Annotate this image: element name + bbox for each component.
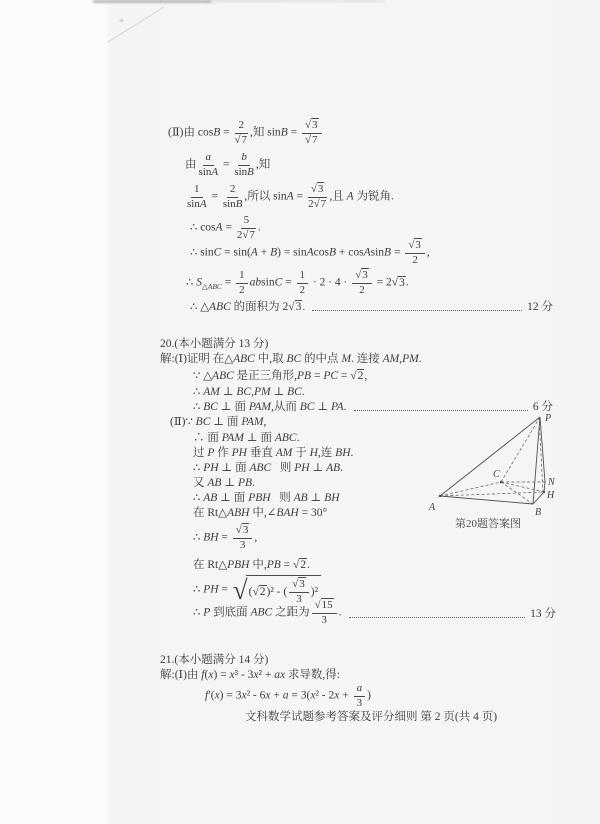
scan-smudge-light xyxy=(205,0,385,2)
math-text: ∴ $S_{\triangle ABC}$ = $\frac{1}{2}$ absinC = $\frac{1}{2}$ · 2 · 4 · $\frac{√3}{2}$ = 2√3. xyxy=(186,268,409,296)
math-text: 过 P 作 PH 垂直 AM 于 H,连 BH. xyxy=(193,447,354,459)
edge-AB xyxy=(440,496,533,504)
score-badge: 13 分 xyxy=(530,608,556,620)
math-text: ∵ △ABC 是正三角形,PB = PC = √2, xyxy=(193,370,368,382)
edge-CB xyxy=(501,482,533,504)
vertex-H-dot xyxy=(543,491,545,493)
math-text: ∴ cosA = $\frac{5}{2√7}$ . xyxy=(190,213,261,241)
math-text: ∴ BC ⊥ 面 PAM,从而 BC ⊥ PA. xyxy=(193,401,347,413)
vertex-label-H: H xyxy=(547,490,555,501)
vertex-C-dot xyxy=(500,481,502,483)
math-text: $\frac{1}{\sin A}$ = $\frac{2}{\sin B}$ ,所以 sinA = $\frac{√3}{2√7}$ ,且 A 为锐角. xyxy=(187,182,394,210)
math-text: (Ⅱ)由 cosB = $\frac{2}{√7}$ ,知 sinB = $\frac{√3}{√7}$ xyxy=(168,120,324,146)
edge-AP xyxy=(440,417,540,496)
math-text: 解:(Ⅰ)由 f(x) = x³ - 3x² + ax 求导数,得: xyxy=(160,669,341,681)
math-text: ∴ AB ⊥ 面 PBH 则 AB ⊥ BH xyxy=(193,492,340,504)
vertex-label-N: N xyxy=(548,477,555,488)
math-text: (Ⅱ)∵ BC ⊥ 面 PAM, xyxy=(170,416,267,428)
vertex-label-B: B xyxy=(535,507,542,518)
math-text: ∴ PH = √ ( √2 )² - ( √3 3 )² xyxy=(193,575,321,605)
math-text: ∴ 面 PAM ⊥ 面 ABC. xyxy=(193,432,300,444)
edge-CH xyxy=(501,482,544,492)
math-text: ∴ BH = $\frac{√3}{3}$ , xyxy=(193,523,258,551)
heading-text: 21.(本小题满分 14 分) xyxy=(160,654,269,666)
paper-speck xyxy=(119,19,124,22)
vertex-label-P: P xyxy=(545,413,552,424)
vertex-A-dot xyxy=(439,495,441,497)
math-text: 解:(Ⅰ)证明 在△ABC 中,取 BC 的中点 M. 连接 AM,PM. xyxy=(160,353,422,365)
math-text: 由 $\frac{a}{\sin A}$ = $\frac{b}{\sin B}$ ,知 xyxy=(185,150,271,178)
math-text: ∴ AM ⊥ BC,PM ⊥ BC. xyxy=(193,386,305,398)
math-line-26 xyxy=(205,681,371,711)
math-line-3 xyxy=(185,182,394,212)
edge-CP xyxy=(501,417,540,482)
math-text: 在 Rt△ABH 中,∠BAH = 30° xyxy=(193,507,328,519)
math-line-23 xyxy=(193,598,556,628)
math-text: ∴ △ABC 的面积为 2√3. xyxy=(190,301,306,313)
score-badge: 6 分 xyxy=(532,401,553,413)
scan-smudge-dark xyxy=(93,0,211,3)
paper-crease xyxy=(108,7,165,43)
dotted-leader xyxy=(312,310,522,311)
math-text: 在 Rt△PBH 中,PB = √2. xyxy=(193,559,310,571)
dotted-leader xyxy=(349,617,526,618)
page-footer: 文科数学试题参考答案及评分细则 第 2 页(共 4 页) xyxy=(245,711,498,723)
heading-text: 20.(本小题满分 13 分) xyxy=(160,338,269,350)
math-text: ∴ sinC = sin(A + B) = sinAcosB + cosAsinB = $\frac{√3}{2}$ , xyxy=(190,238,430,266)
math-text: f′(x) = 3x² - 6x + a = 3(x² - 2x + $\frac{a}{3}$ ) xyxy=(205,681,371,709)
vertex-label-A: A xyxy=(429,502,436,513)
question-20-answer-figure xyxy=(425,403,575,543)
math-text: ∴ PH ⊥ 面 ABC 则 PH ⊥ AB. xyxy=(193,462,344,474)
math-line-7 xyxy=(190,291,553,321)
math-text: ∴ P 到底面 ABC 之距为 $\frac{√15}{3}$ . xyxy=(193,598,342,626)
figure-caption: 第20题答案图 xyxy=(455,518,521,530)
math-text: 又 AB ⊥ PB. xyxy=(193,477,255,489)
math-line-5 xyxy=(190,238,430,268)
math-line-2 xyxy=(185,150,270,180)
score-badge: 12 分 xyxy=(527,301,553,313)
math-line-1 xyxy=(168,118,324,148)
vertex-label-C: C xyxy=(493,469,500,480)
